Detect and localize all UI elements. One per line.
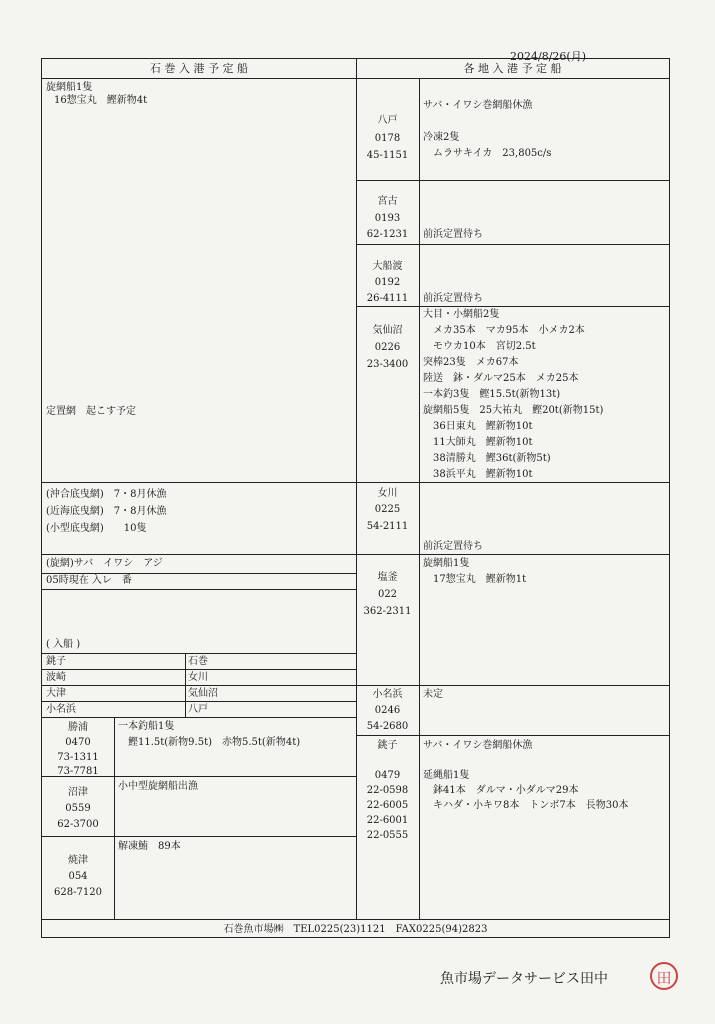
katsuura-name: 勝浦 — [68, 722, 88, 733]
choshi-line: 鉢41本 ダルマ・小ダルマ29本 — [423, 785, 579, 796]
miyako-name: 宮古 — [377, 196, 398, 207]
left-header: 石 巻 入 港 予 定 船 — [150, 62, 248, 75]
kesennuma-phone: 0226 — [374, 342, 401, 353]
purse-seine-detail: 16惣宝丸 鰹新物4t — [54, 95, 148, 106]
ofunato-phone: 0192 — [374, 277, 401, 288]
port-cell: 銚子 — [46, 656, 66, 667]
ofunato-phone: 26-4111 — [366, 293, 409, 304]
choshi-line: 延縄船1隻 — [423, 770, 470, 781]
kesennuma-line: モウカ10本 宮切2.5t — [423, 341, 536, 352]
numazu-line: 小中型旋網船出漁 — [118, 781, 198, 792]
kesennuma-line: 38浜平丸 鰹新物10t — [423, 469, 533, 480]
kesennuma-line: メカ35本 マカ95本 小メカ2本 — [423, 325, 585, 336]
yaizu-line: 解凍鮪 89本 — [118, 841, 181, 852]
miyako-phone: 62-1231 — [366, 229, 409, 240]
right-header: 各 地 入 港 予 定 船 — [463, 62, 562, 75]
kesennuma-line: 38清勝丸 鰹36t(新物5t) — [423, 453, 551, 464]
onagawa-name: 女川 — [377, 488, 398, 499]
yaizu-phone: 054 — [68, 871, 88, 882]
kesennuma-line: 陸送 鉢・ダルマ25本 メカ25本 — [423, 373, 579, 384]
katsuura-phone: 73-7781 — [57, 766, 99, 777]
port-cell: 波崎 — [46, 672, 66, 683]
hachinohe-phone: 0178 — [374, 133, 401, 144]
footer-contact: 石巻魚市場㈱ TEL0225(23)1121 FAX0225(94)2823 — [223, 924, 488, 935]
shiogama-line: 旋網船1隻 — [423, 558, 470, 569]
port-cell: 八戸 — [188, 704, 208, 715]
onahama-name: 小名浜 — [372, 689, 403, 700]
numazu-phone: 0559 — [65, 803, 91, 814]
port-cell: 石巻 — [188, 656, 208, 667]
port-cell: 大津 — [46, 688, 66, 699]
miyako-phone: 0193 — [374, 213, 401, 224]
miyako-line: 前浜定置待ち — [423, 229, 483, 240]
hachinohe-line: 冷凍2隻 — [423, 132, 460, 143]
numazu-phone: 62-3700 — [57, 819, 99, 830]
report-table — [41, 58, 670, 938]
set-net-note: 定置網 起こす予定 — [46, 406, 136, 417]
hachinohe-line: ムラサキイカ 23,805c/s — [423, 148, 552, 159]
kesennuma-line: 36日東丸 鰹新物10t — [423, 421, 533, 432]
port-cell: 女川 — [188, 672, 208, 683]
kesennuma-line: 一本釣3隻 鰹15.5t(新物13t) — [423, 389, 561, 400]
trawl-nearshore: (近海底曳網) 7・8月休漁 — [46, 506, 167, 517]
trawl-small: (小型底曳網) 10隻 — [46, 523, 147, 534]
numazu-name: 沼津 — [68, 787, 88, 798]
hachinohe-line: サバ・イワシ巻網船休漁 — [423, 100, 533, 111]
choshi-phone: 22-6001 — [366, 815, 409, 826]
arrivals-label: ( 入船 ) — [46, 639, 81, 650]
choshi-phone: 0479 — [374, 770, 401, 781]
kesennuma-line: 旋網船5隻 25大祐丸 鰹20t(新物15t) — [423, 405, 604, 416]
shiogama-phone: 362-2311 — [363, 606, 412, 617]
trawl-offshore: (沖合底曳網) 7・8月休漁 — [46, 489, 167, 500]
katsuura-line: 鰹11.5t(新物9.5t) 赤物5.5t(新物4t) — [118, 737, 301, 748]
kesennuma-name: 気仙沼 — [372, 325, 403, 336]
katsuura-phone: 73-1311 — [57, 752, 99, 763]
onahama-phone: 54-2680 — [366, 721, 409, 732]
katsuura-phone: 0470 — [65, 737, 91, 748]
yaizu-phone: 628-7120 — [54, 887, 102, 898]
ofunato-line: 前浜定置待ち — [423, 293, 483, 304]
species-line: (旋網)サバ イワシ アジ — [46, 558, 163, 569]
report-time: 05時現在 入レ 番 — [46, 575, 132, 586]
ofunato-name: 大船渡 — [372, 261, 403, 272]
purse-seine-count: 旋網船1隻 — [46, 82, 93, 93]
onahama-line: 未定 — [423, 689, 443, 700]
yaizu-name: 焼津 — [68, 855, 88, 866]
choshi-phone: 22-0555 — [366, 830, 409, 841]
report-date: 2024/8/26(月) — [510, 50, 586, 63]
shiogama-line: 17惣宝丸 鰹新物1t — [423, 574, 527, 585]
port-cell: 気仙沼 — [188, 688, 218, 699]
kesennuma-line: 大目・小網船2隻 — [423, 309, 500, 320]
choshi-phone: 22-6005 — [366, 800, 409, 811]
signature: 魚市場データサービス田中 — [440, 971, 608, 987]
onahama-phone: 0246 — [374, 705, 401, 716]
choshi-line: キハダ・小キワ8本 トンボ7本 長物30本 — [423, 800, 629, 811]
kesennuma-phone: 23-3400 — [366, 359, 409, 370]
kesennuma-line: 突棒23隻 メカ67本 — [423, 357, 519, 368]
hachinohe-name: 八戸 — [377, 115, 398, 126]
choshi-line: サバ・イワシ巻網船休漁 — [423, 740, 533, 751]
onagawa-phone: 0225 — [374, 504, 401, 515]
katsuura-line: 一本釣船1隻 — [118, 721, 175, 732]
kesennuma-line: 11大師丸 鰹新物10t — [423, 437, 533, 448]
choshi-phone: 22-0598 — [366, 785, 409, 796]
choshi-name: 銚子 — [377, 740, 398, 751]
hachinohe-phone: 45-1151 — [366, 150, 409, 161]
shiogama-phone: 022 — [377, 589, 398, 600]
seal-stamp: 田 — [650, 962, 678, 990]
shiogama-name: 塩釜 — [377, 572, 398, 583]
onagawa-phone: 54-2111 — [366, 521, 409, 532]
port-cell: 小名浜 — [46, 704, 76, 715]
onagawa-line: 前浜定置待ち — [423, 541, 483, 552]
